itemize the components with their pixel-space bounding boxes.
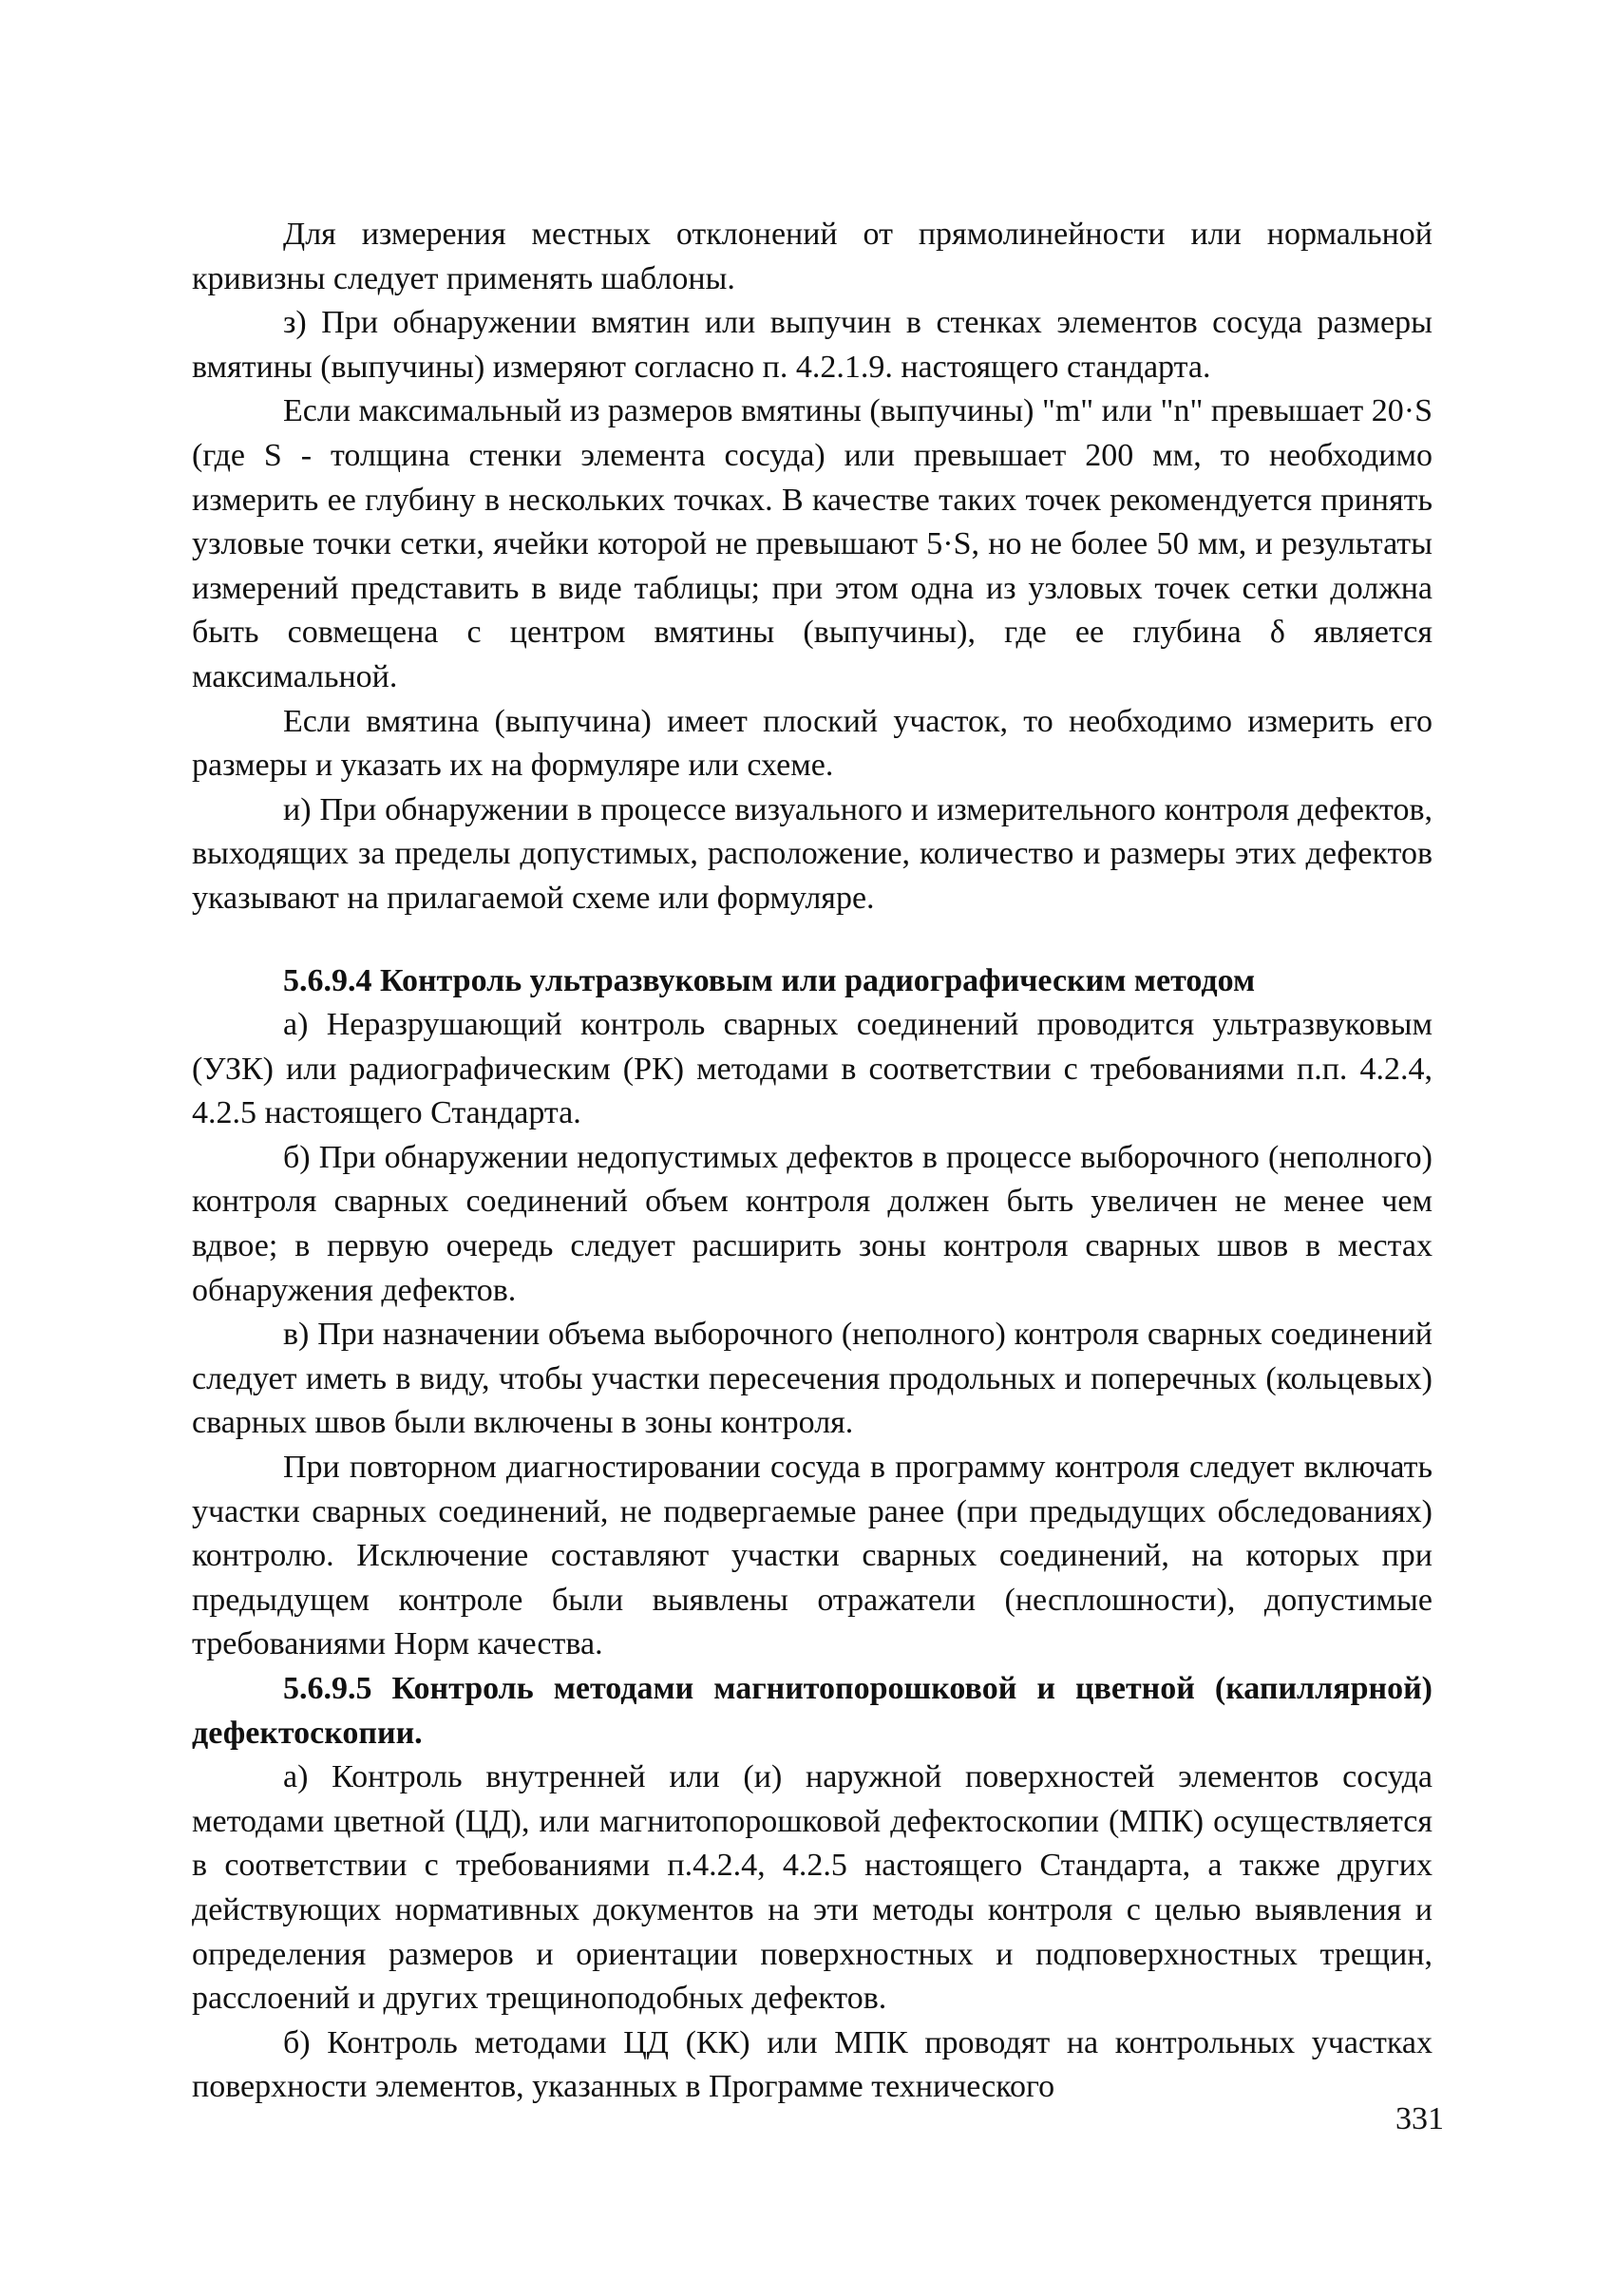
paragraph-item-i: и) При обнаружении в процессе визуального и измерительного контроля дефектов, выходящих за пределы допустимых, расположение, количество и размеры этих дефектов указывают на прилагаемой схеме или формуляре. [192,791,1433,916]
paragraph-mpk-b: б) Контроль методами ЦД (КК) или МПК проводят на контрольных участках поверхности элементов, указанных в Программе технического [192,2024,1433,2105]
section-heading-5-6-9-4: 5.6.9.4 Контроль ультразвуковым или радиографическим методом [283,962,1256,998]
paragraph-dent-depth: Если максимальный из размеров вмятины (выпучины) "m" или "n" превышает 20·S (где S - толщина стенки элемента сосуда) или превышает 200 мм, то необходимо измерить ее глубину в нескольких точках. В качестве таких точек рекомендуется принять узловые точки сетки, ячейки которой не превышают 5·S, но не более 50 мм, и результаты измерений представить в виде таблицы; при этом одна из узловых точек сетки должна быть совмещена с центром вмятины (выпучины), где ее глубина δ является максимальной. [192,393,1433,694]
paragraph-item-z: з) При обнаружении вмятин или выпучин в стенках элементов сосуда размеры вмятины (выпучины) измеряют согласно п. 4.2.1.9. настоящего стандарта. [192,305,1433,385]
paragraph-ndt-a: а) Неразрушающий контроль сварных соединений проводится ультразвуковым (УЗК) или радиографическим (РК) методами в соответствии с требованиями п.п. 4.2.4, 4.2.5 настоящего Стандарта. [192,1007,1433,1131]
document-page [192,213,1433,2110]
paragraph-measurement-templates: Для измерения местных отклонений от прямолинейности или нормальной кривизны следует применять шаблоны. [192,217,1433,296]
paragraph-mpk-a: а) Контроль внутренней или (и) наружной поверхностей элементов сосуда методами цветной (ЦД), или магнитопорошковой дефектоскопии (МПК) осуществляется в соответствии с требованиями п.4.2.4, 4.2.5 настоящего Стандарта, а также других действующих нормативных документов на эти методы контроля с целью выявления и определения размеров и ориентации поверхностных и подповерхностных трещин, расслоений и других трещиноподобных дефектов. [192,1759,1433,2017]
paragraph-ndt-v: в) При назначении объема выборочного (неполного) контроля сварных соединений следует иметь в виду, чтобы участки пересечения продольных и поперечных (кольцевых) сварных швов были включены в зоны контроля. [192,1317,1433,1441]
section-heading-5-6-9-5: 5.6.9.5 Контроль методами магнитопорошковой и цветной (капиллярной) дефектоскопии. [192,1671,1433,1751]
paragraph-flat-area: Если вмятина (выпучина) имеет плоский участок, то необходимо измерить его размеры и указать их на формуляре или схеме. [192,703,1433,784]
page-number: 331 [1395,2101,1444,2136]
paragraph-ndt-b: б) При обнаружении недопустимых дефектов в процессе выборочного (неполного) контроля сварных соединений объем контроля должен быть увеличен не менее чем вдвое; в первую очередь следует расширить зоны контроля сварных швов в местах обнаружения дефектов. [192,1139,1433,1308]
paragraph-repeat-diagnostics: При повторном диагностировании сосуда в программу контроля следует включать участки сварных соединений, не подвергаемые ранее (при предыдущих обследованиях) контролю. Исключение составляют участки сварных соединений, на которых при предыдущем контроле были выявлены отражатели (несплошности), допустимые требованиями Норм качества. [192,1450,1433,1662]
